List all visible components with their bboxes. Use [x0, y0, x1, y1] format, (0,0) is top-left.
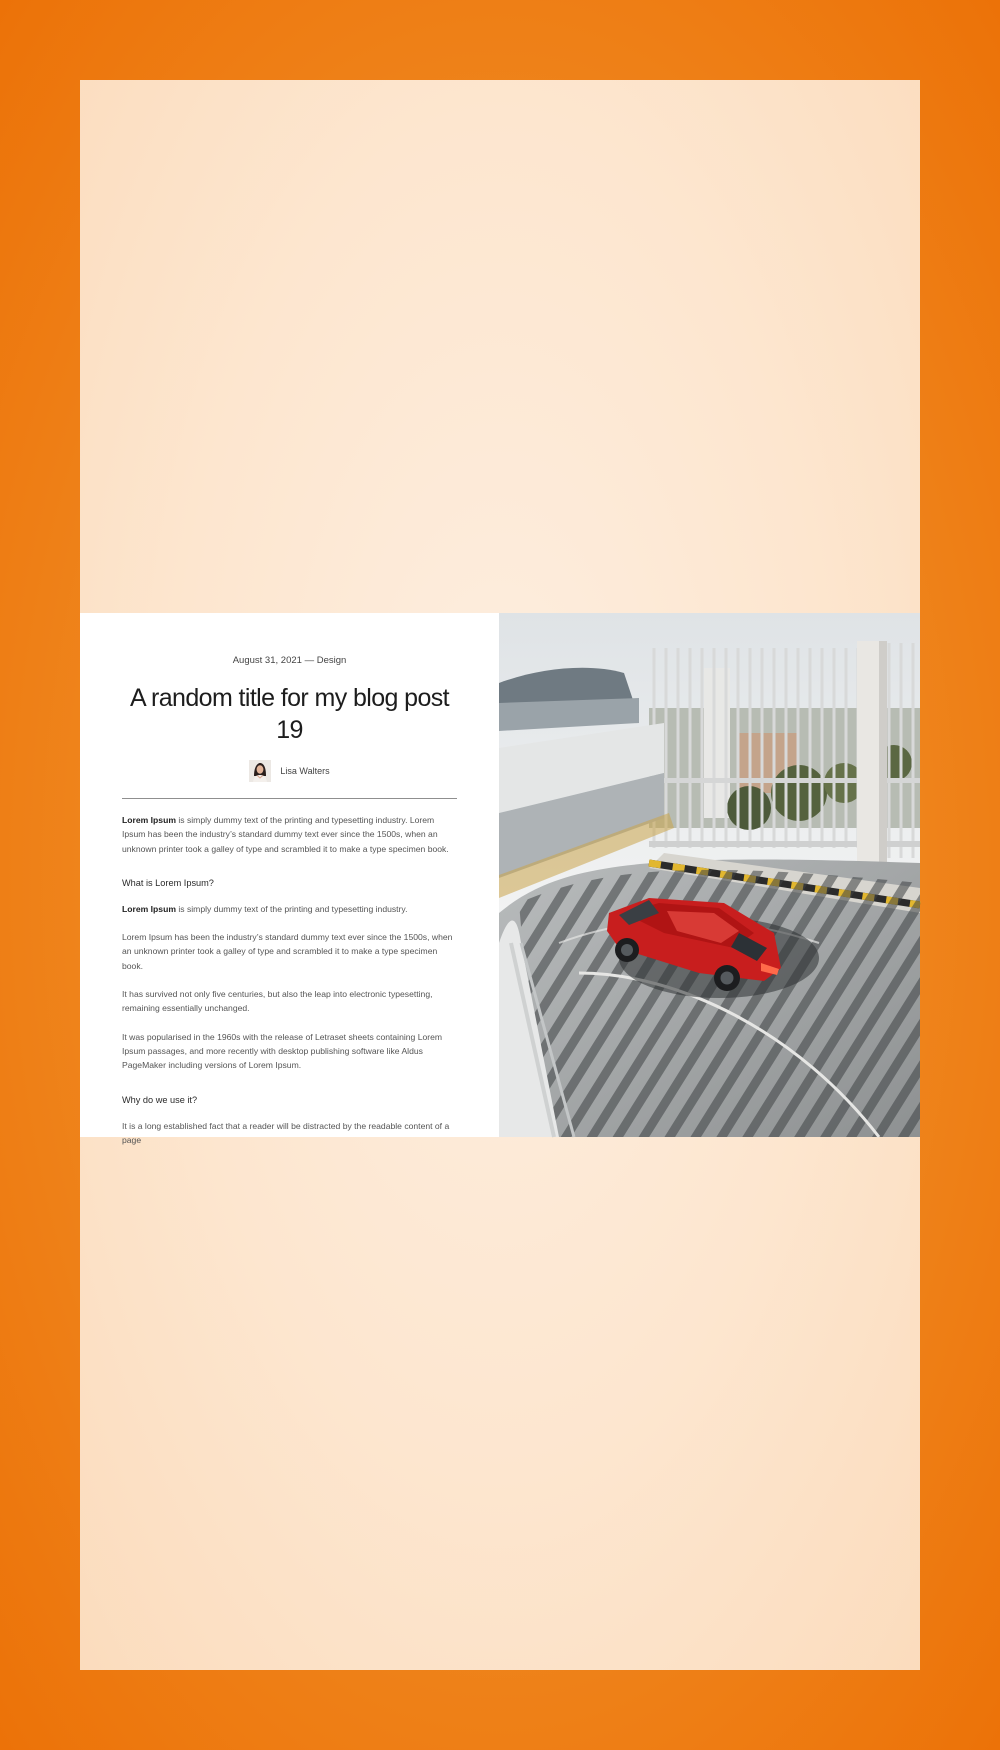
paragraph-2: Lorem Ipsum has been the industry’s standard dummy text ever since the 1500s, when an unknown printer took a galley of type and scrambled it to make a type specimen book.	[122, 932, 453, 971]
author-name[interactable]: Lisa Walters	[280, 766, 330, 776]
paragraph-1	[122, 902, 457, 916]
post-category-link[interactable]: Design	[316, 655, 347, 666]
post-meta	[122, 655, 457, 666]
meta-separator: —	[304, 655, 315, 666]
intro-text: is simply dummy text of the printing and typesetting industry. Lorem Ipsum has been the industry’s standard dummy text ever since the 1500s, when an unknown printer took a galley of type and scrambled it to make a type specimen book.	[122, 815, 449, 854]
avatar[interactable]	[249, 760, 271, 782]
blog-post-card	[80, 613, 920, 1145]
intro-paragraph	[122, 813, 457, 856]
divider	[122, 798, 457, 799]
section-heading-why: Why do we use it?	[122, 1094, 198, 1105]
section-heading-what: What is Lorem Ipsum?	[122, 877, 214, 888]
paragraph-1-bold: Lorem Ipsum	[122, 903, 176, 914]
featured-image	[499, 613, 920, 1137]
paragraph-3: It has survived not only five centuries, but also the leap into electronic typesetting, remaining essentially unchanged.	[122, 989, 433, 1014]
intro-bold: Lorem Ipsum	[122, 815, 176, 825]
paragraph-4: It was popularised in the 1960s with the release of Letraset sheets containing Lorem Ipsum passages, and more recently with desktop publishing software like Aldus PageMaker including versions of Lorem Ipsum.	[122, 1031, 443, 1071]
article-column	[80, 613, 499, 1145]
author-avatar-icon	[249, 760, 271, 782]
red-car-parking-ramp-photo-icon	[499, 613, 920, 1137]
post-date: August 31, 2021	[232, 655, 302, 666]
author-byline	[122, 760, 457, 782]
paragraph-1-text: is simply dummy text of the printing and typesetting industry.	[175, 903, 408, 914]
paragraph-5: It is a long established fact that a reader will be distracted by the readable content of a page	[122, 1120, 450, 1145]
post-title: A random title for my blog post 19	[129, 684, 450, 744]
